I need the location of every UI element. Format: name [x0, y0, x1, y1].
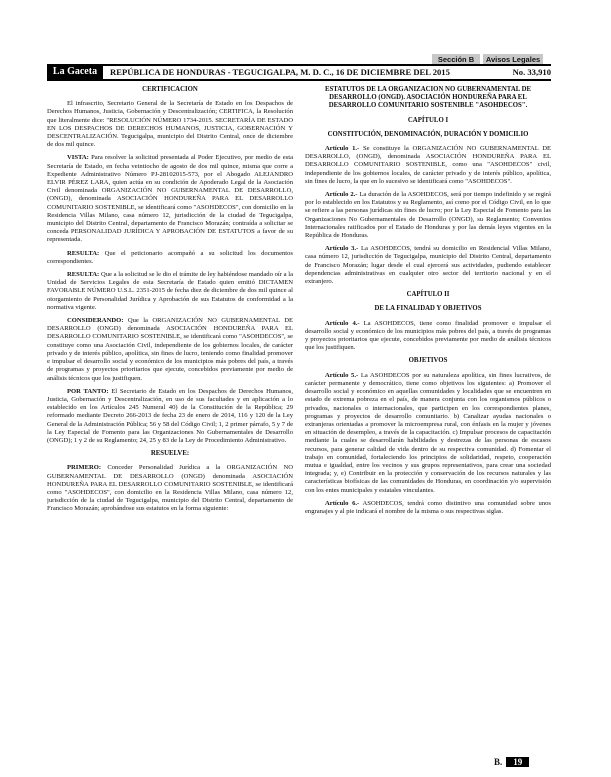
resulta2-lead: RESULTA:	[67, 271, 100, 279]
article4	[305, 320, 551, 353]
article4-lead: Artículo 4.-	[325, 319, 360, 327]
statutes-title: ESTATUTOS DE LA ORGANIZACIÓN NO GUBERNAMENTAL DE DESARROLLO (ONGD). ASOCIACIÓN HONDUREÑA PARA EL DESARROLLO COMUNITARIO SOSTENIBLE "ASOHDECOS".	[324, 86, 532, 110]
page-number	[494, 757, 529, 767]
gazette-label: La Gaceta	[47, 65, 103, 79]
article2-lead: Artículo 2.-	[325, 191, 358, 199]
left-column	[47, 86, 293, 748]
portanto-text: El Secretario de Estado en los Despachos de Derechos Humanos, Justicia, Gobernación y Descentralización, en uso de sus facultades y en aplicación a lo establecido en los Artículos 245 Numeral 40) de la Constitución de la República; 29 reformado mediante Decreto 266-2013 de fecha 23 de enero de 2014, 116 y 120 de la Ley General de la Administración Pública; 56 y 58 del Código Civil; 1, 2 primer párrafo, 5 y 7 de la Ley Especial de Fomento para las Organizaciones No Gubernamentales de Desarrollo (ONGD); 1 y 2 de su Reglamento; 24, 25 y 83 de la Ley de Procedimiento Administrativo.	[47, 387, 293, 444]
considerando-paragraph	[47, 317, 293, 383]
primero-lead: PRIMERO:	[67, 464, 102, 472]
considerando-lead: CONSIDERANDO:	[67, 317, 124, 325]
article3	[305, 245, 551, 286]
page-prefix: B.	[494, 757, 503, 767]
resulta2-text: Que a la solicitud se le dio el trámite de ley habiéndose mandado oír a la Unidad de Servicios Legales de esta Secretaría de Estado quien emitió DICTAMEN FAVORABLE NÚMERO U.S.L. 2351-2015 de fecha diez de diciembre de dos mil quince al otorgamiento de Personalidad Jurídica y Aprobación de sus Estatutos de conformidad a la normativa vigente.	[47, 271, 293, 311]
article1-lead: Artículo 1.-	[325, 145, 360, 153]
resulta1-text: Que el peticionario acompañó a su solicitud los documentos correspondientes.	[47, 249, 293, 265]
portanto-lead: POR TANTO:	[67, 387, 109, 395]
visto-paragraph	[47, 154, 293, 244]
resuelve-title: RESUELVE:	[150, 450, 190, 458]
article5-lead: Artículo 5.-	[325, 371, 359, 379]
chapter2-title: CAPÍTULO II	[406, 291, 450, 299]
intro-paragraph: El infrascrito, Secretario General de la Secretaría de Estado en los Despachos de Derechos Humanos, Justicia, Gobernación y Descentralización; CERTIFICA, la Resolución que literalmente dice: "RESOLUCIÓN NÚMERO 1734-2015. SECRETARÍA DE ESTADO EN LOS DESPACHOS DE DERECHOS HUMANOS, JUSTICIA, GOBERNACIÓN Y DESCENTRALIZACIÓN. Tegucigalpa, municipio del Distrito Central, once de diciembre de dos mil quince.	[47, 100, 293, 149]
article2	[305, 191, 551, 240]
republic-line: REPÚBLICA DE HONDURAS - TEGUCIGALPA, M. D. C., 16 DE DICIEMBRE DEL 2015	[110, 67, 450, 77]
article5-text: La ASOHDECOS por su naturaleza apolítica, sin fines lucrativos, de carácter permanente y democrático, tiene como objetivos los siguientes: a) Promover el desarrollo social y económico en aquellas comunidades y localidades que se encuentren en estado de extrema pobreza en el país, de manera conjunta con los organismos públicos o privados, nacionales o internacionales, que participen en los correspondientes planes, programas y proyectos de desarrollo comunitario. b) Canalizar ayudas nacionales o extranjeras orientadas a promover la microempresa rural, con énfasis en la mujer y jóvenes en situación de desempleo, a través de la capacitación. c) Impulsar procesos de capacitación mediante la cuales se desarrollarán habilidades y destrezas de las personas de escasos recursos, para generar calidad de vida dentro de su respectiva comunidad. d) Fomentar el trabajo en comunidad, fortaleciendo los principios de solidaridad, respeto, cooperación mutua e igualdad, entre los vecinos y sus grupos representativos, para crear una sociedad integrada; y, e) Contribuir en la protección y conservación de los recursos naturales y las características biofísicas de las comunidades de Honduras, en coordinación y/o supervisión con los entes municipales y estatales vinculantes.	[305, 371, 551, 494]
visto-lead: VISTA:	[67, 154, 89, 162]
certification-title: CERTIFICACIÓN	[142, 86, 198, 93]
resulta1-paragraph	[47, 250, 293, 266]
primero-text: Conceder Personalidad Jurídica a la ORGANIZACIÓN NO GUBERNAMENTAL DE DESARROLLO (ONGD) denominada ASOCIACIÓN HONDUREÑA PARA EL DESARROLLO COMUNITARIO SOSTENIBLE, se identificará como "ASOHDECOS", con domicilio en la Residencia Villas Milano, casa número 12, jurisdicción de la ciudad de Tegucigalpa, municipio del Distrito Central, departamento de Francisco Morazán; aprobándose sus estatutos en la forma siguiente:	[47, 464, 293, 513]
considerando-text: Que la ORGANIZACIÓN NO GUBERNAMENTAL DE DESARROLLO (ONGD) denominada ASOCIACIÓN HONDUREÑA PARA EL DESARROLLO COMUNITARIO SOSTENIBLE, se identificará como "ASOHDECOS", se constituye como una Asociación Civil, independiente de los gobiernos locales, de carácter privado y de interés público, apolítica, sin fines de lucro, teniendo como finalidad promover e impulsar el desarrollo social y económico de los municipios más pobres del país, a través de programas y proyectos prioritarios que ejecute, concebidos previamente por medio de análisis técnicos que los justifiquen.	[47, 317, 293, 382]
chapter2-subtitle: DE LA FINALIDAD Y OBJETIVOS	[374, 305, 482, 313]
objectives-title: OBJETIVOS	[408, 357, 448, 365]
resulta2-paragraph	[47, 271, 293, 312]
avisos-tag: Avisos Legales	[483, 54, 543, 65]
portanto-paragraph	[47, 388, 293, 445]
issue-number: No. 33,910	[512, 67, 551, 77]
article3-text: La ASOHDECOS, tendrá su domicilio en Residencial Villas Milano, casa número 12, jurisdicción de Tegucigalpa, municipio del Distrito Central, departamento de Francisco Morazán; lugar desde el cual ejercerá sus actividades, pudiendo establecer dependencias administrativas en cualquier otro sector del territorio nacional y en el extranjero.	[305, 245, 551, 286]
chapter1-subtitle: CONSTITUCIÓN, DENOMINACIÓN, DURACIÓN Y DOMICILIO	[327, 130, 529, 138]
article2-text: La duración de la ASOHDECOS, será por tiempo indefinido y se regirá por lo establecido en los Estatutos y su Reglamento, así como por el Código Civil, en lo que se refiere a las personas jurídicas sin fines de lucro; por la Ley Especial de Fomento para las Organizaciones No Gubernamentales de Desarrollo (ONGD), su Reglamento; Convenios Internacionales ratificados por el Estado de Honduras y por las demás leyes vigentes en la República de Honduras.	[305, 191, 551, 240]
article1	[305, 145, 551, 186]
article6-text: ASOHDECOS, tendrá como distintivo una comunidad sobre unos engranajes y al pie indicará el nombre de la misma o sus respectivas siglas.	[305, 499, 551, 515]
article3-lead: Artículo 3.-	[325, 245, 359, 253]
visto-text: Para resolver la solicitud presentada al Poder Ejecutivo, por medio de esta Secretaría de Estado, en fecha veintiocho de agosto de dos mil quince, misma que corre a Expediente Administrativo Número PJ-28102015-573, por el Abogado ALEJANDRO ELVIR PÉREZ LARA, quien actúa en su condición de Apoderado Legal de la Asociación Civil denominada ORGANIZACIÓN NO GUBERNAMENTAL DE DESARROLLO, (ONGD), denominada ASOCIACIÓN HONDUREÑA PARA EL DESARROLLO COMUNITARIO SOSTENIBLE, se identificará como "ASOHDECOS", con domicilio en la Residencia Villas Milano, casa número 12, jurisdicción de la ciudad de Tegucigalpa, municipio del Distrito Central, departamento de Francisco Morazán; contraída a solicitar se conceda PERSONALIDAD JURÍDICA Y APROBACIÓN DE ESTATUTOS a favor de su representada.	[47, 154, 293, 244]
article6	[305, 500, 551, 516]
chapter1-title: CAPÍTULO I	[407, 116, 449, 124]
resulta1-lead: RESULTA:	[67, 249, 100, 257]
page-number-box: 19	[506, 757, 529, 767]
article1-text: Se constituye la ORGANIZACIÓN NO GUBERNAMENTAL DE DESARROLLO, (ONGD), denominada ASOCIACIÓN HONDUREÑA PARA EL DESARROLLO COMUNITARIO SOSTENIBLE, como una "ASOHDECOS" civil, independiente de los gobiernos locales, de carácter privado y de interés público, apolítica, sin fines de lucro, la que en lo sucesivo se identificará como "ASOHDECOS".	[305, 145, 551, 185]
right-column	[305, 86, 551, 754]
section-tag: Sección B	[432, 54, 480, 65]
article4-text: La ASOHDECOS, tiene como finalidad promover e impulsar el desarrollo social y económico de los municipios más pobres del país, a través de programas y proyectos prioritarios que ejecute, concebidos previamente por medio de análisis técnicos que los justifiquen.	[305, 319, 551, 352]
header-rule-bottom	[47, 79, 551, 81]
article6-lead: Artículo 6.-	[325, 499, 360, 507]
article5	[305, 372, 551, 495]
primero-paragraph	[47, 464, 293, 513]
